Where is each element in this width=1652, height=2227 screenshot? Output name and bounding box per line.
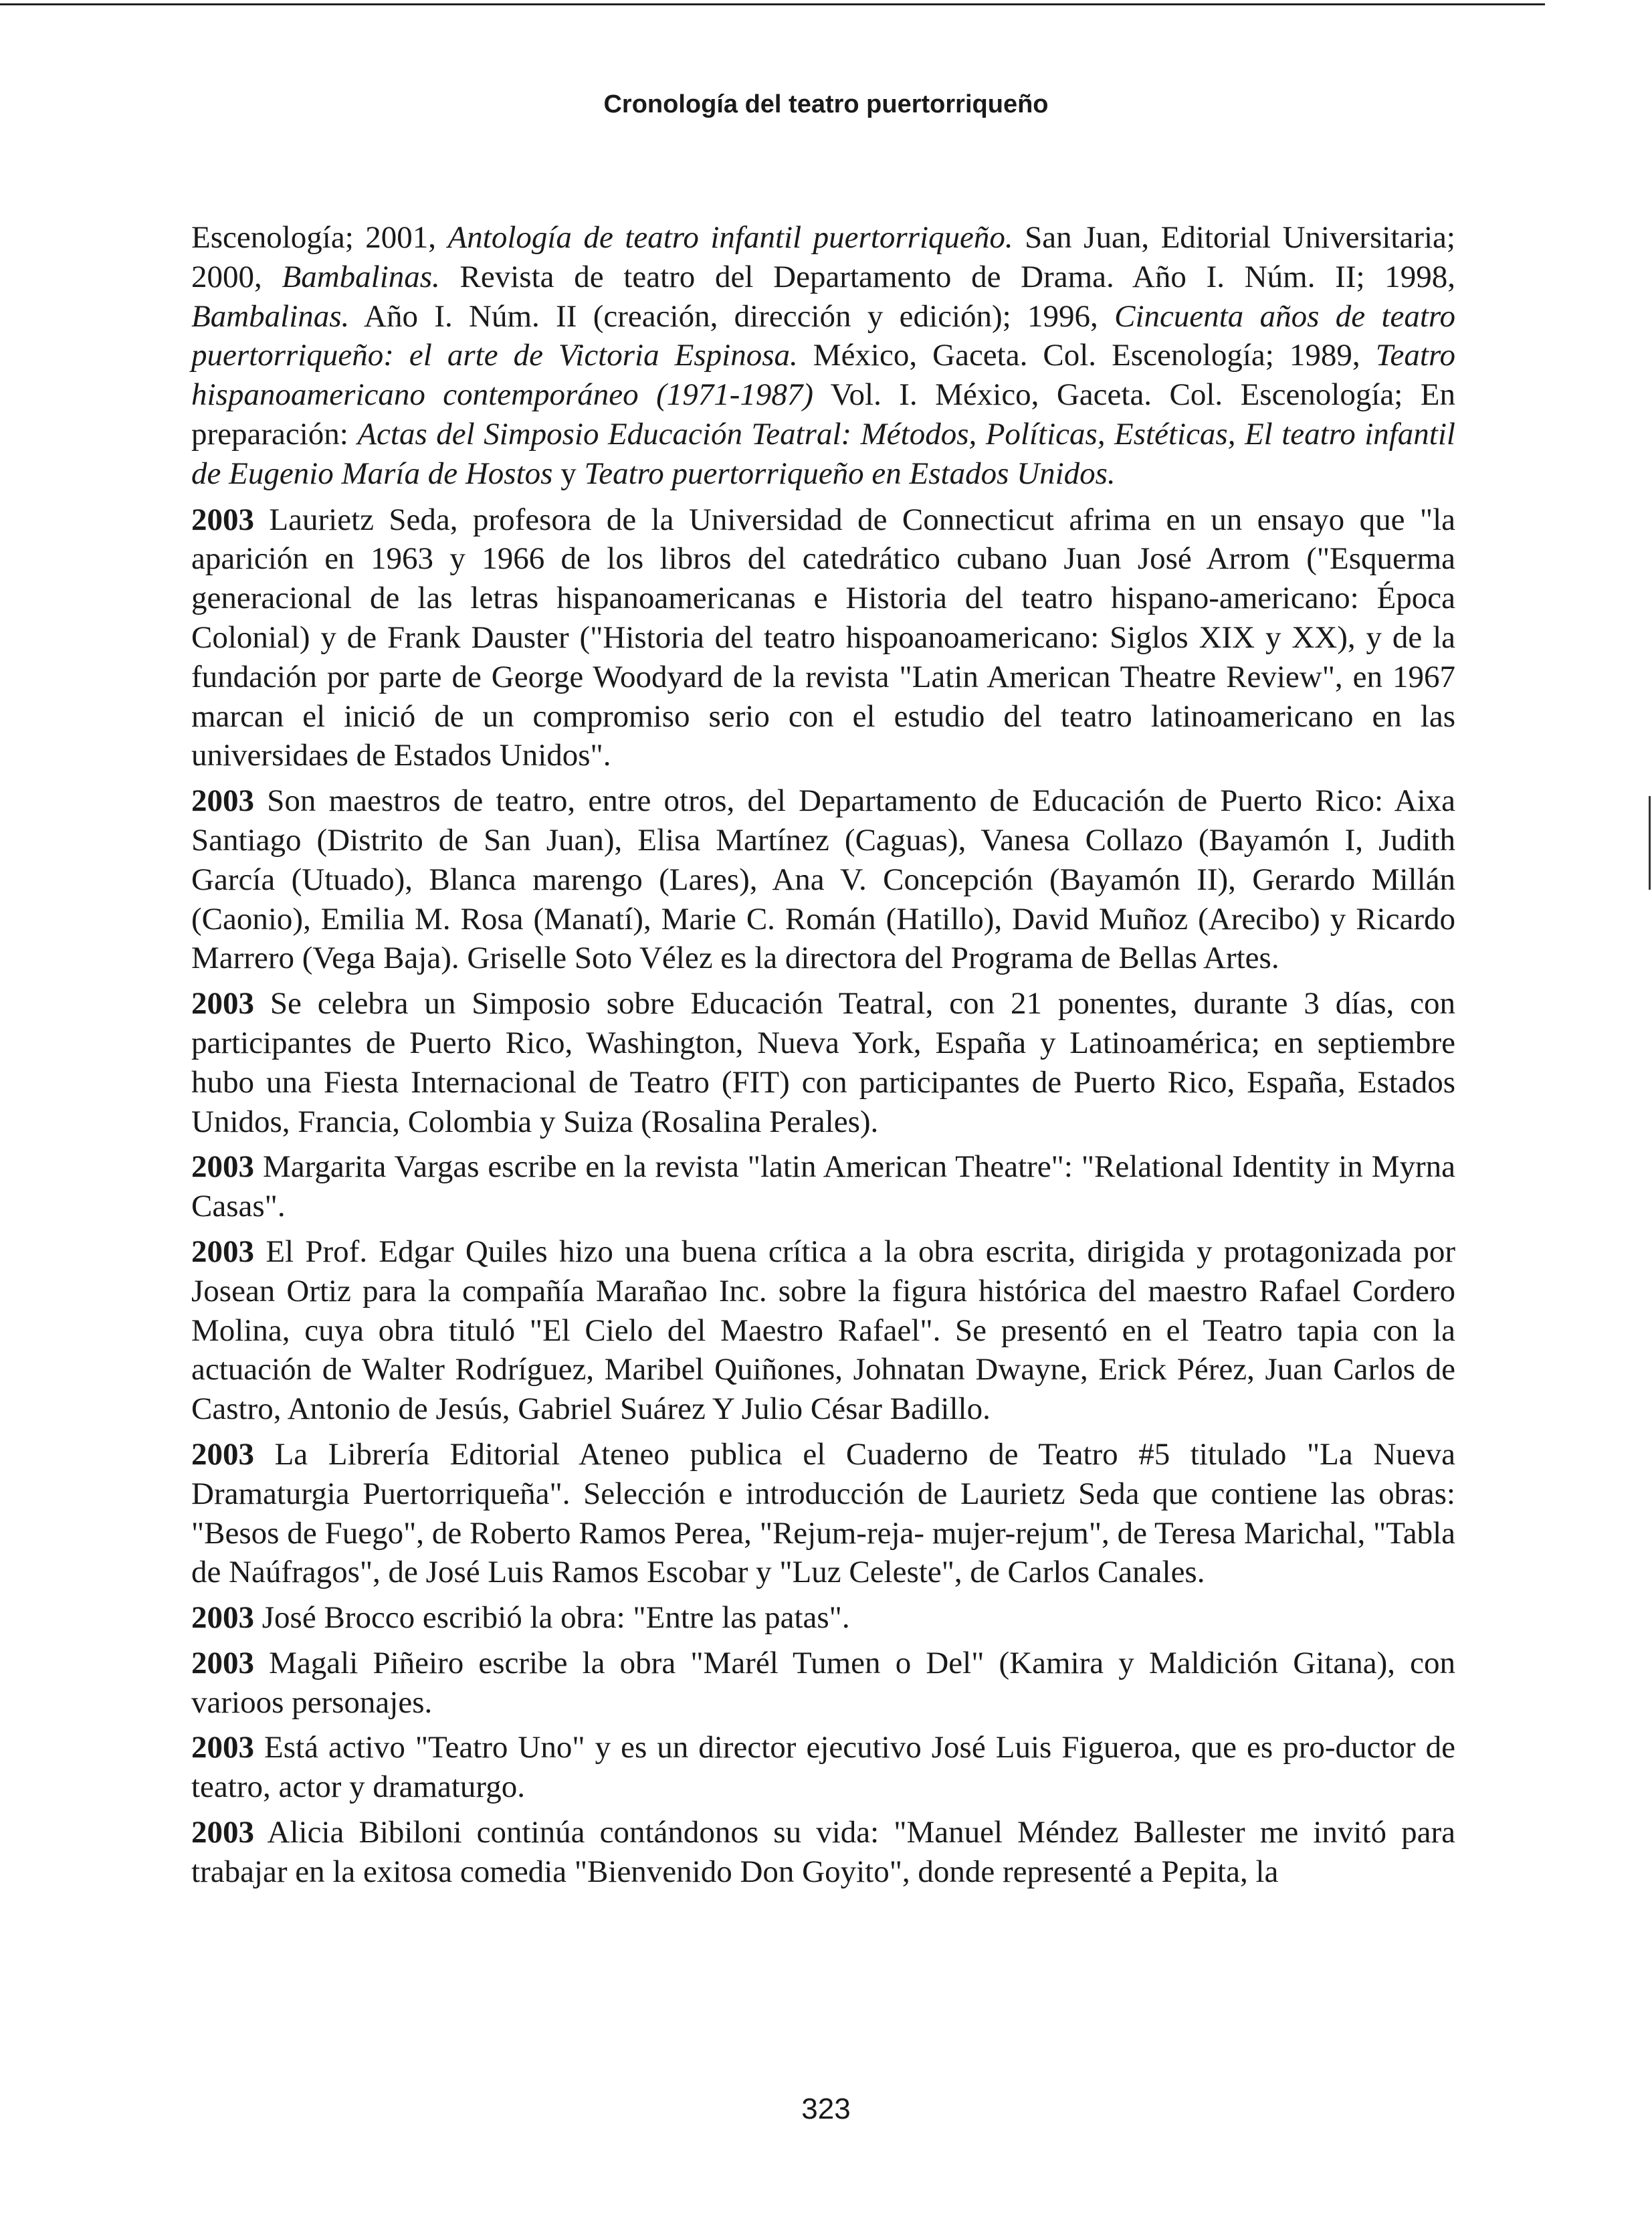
entry-text: El Prof. Edgar Quiles hizo una buena crítica a la obra escrita, dirigida y protagonizada por Josean Ortiz para la compañía Marañao Inc. sobre la figura histórica del maestro Rafael Cordero Molina, cuya obra tituló "El Cielo del Maestro Rafael". Se presentó en el Teatro tapia con la actuación de Walter Rodríguez, Maribel Quiñones, Johnatan Dwayne, Erick Pérez, Juan Carlos de Castro, Antonio de Jesús, Gabriel Suárez Y Julio César Badillo. xyxy=(191,1234,1455,1427)
body-text xyxy=(191,218,1455,1898)
entry-year: 2003 xyxy=(191,1600,254,1636)
chronology-entry xyxy=(191,1598,1455,1638)
entry-year: 2003 xyxy=(191,1234,254,1269)
entry-text: La Librería Editorial Ateneo publica el Cuaderno de Teatro #5 titulado "La Nueva Dramaturgia Puertorriqueña". Selección e introducción de Laurietz Seda que contiene las obras: "Besos de Fuego", de Roberto Ramos Perea, "Rejum-reja- mujer-rejum", de Teresa Marichal, "Tabla de Naúfragos", de José Luis Ramos Escobar y "Luz Celeste", de Carlos Canales. xyxy=(191,1436,1455,1590)
entry-text: Está activo "Teatro Uno" y es un director ejecutivo José Luis Figueroa, que es pro-ductor de teatro, actor y dramaturgo. xyxy=(191,1730,1455,1805)
entry-text: Margarita Vargas escribe en la revista "latin American Theatre": "Relational Identity in Myrna Casas". xyxy=(191,1149,1456,1224)
chronology-entry xyxy=(191,984,1455,1141)
running-head: Cronología del teatro puertorriqueño xyxy=(603,90,1049,118)
entry-text: Se celebra un Simposio sobre Educación Teatral, con 21 ponentes, durante 3 días, con participantes de Puerto Rico, Washington, Nueva York, España y Latinoamérica; en septiembre hubo una Fiesta Internacional de Teatro (FIT) con participantes de Puerto Rico, España, Estados Unidos, Francia, Colombia y Suiza (Rosalina Perales). xyxy=(191,986,1455,1139)
intro-paragraph: Escenología; 2001, Antología de teatro infantil puertorriqueño. San Juan, Editorial Universitaria; 2000, Bambalinas. Revista de teatro del Departamento de Drama. Año I. Núm. II; 1998, Bambalinas. Año I. Núm. II (creación, dirección y edición); 1996, Cincuenta años de teatro puertorriqueño: el arte de Victoria Espinosa. México, Gaceta. Col. Escenología; 1989, Teatro hispanoamericano contemporáneo (1971-1987) Vol. I. México, Gaceta. Col. Escenología; En preparación: Actas del Simposio Educación Teatral: Métodos, Políticas, Estéticas, El teatro infantil de Eugenio María de Hostos y Teatro puertorriqueño en Estados Unidos. xyxy=(191,220,1456,491)
chronology-entry xyxy=(191,1728,1455,1807)
top-rule xyxy=(0,3,1545,5)
entry-year: 2003 xyxy=(191,1149,254,1185)
entry-text: Alicia Bibiloni continúa contándonos su vida: "Manuel Méndez Ballester me invitó para trabajar en la exitosa comedia "Bienvenido Don Goyito", donde representé a Pepita, la xyxy=(191,1815,1455,1889)
scan-edge-mark xyxy=(1649,796,1651,890)
entry-text: Son maestros de teatro, entre otros, del Departamento de Educación de Puerto Rico: Aixa Santiago (Distrito de San Juan), Elisa Martínez (Caguas), Vanesa Collazo (Bayamón I, Judith García (Utuado), Blanca marengo (Lares), Ana V. Concepción (Bayamón II), Gerardo Millán (Caonio), Emilia M. Rosa (Manatí), Marie C. Román (Hatillo), David Muñoz (Arecibo) y Ricardo Marrero (Vega Baja). Griselle Soto Vélez es la directora del Programa de Bellas Artes. xyxy=(191,783,1455,976)
chronology-entry xyxy=(191,500,1455,776)
entry-year: 2003 xyxy=(191,783,254,819)
chronology-entry xyxy=(191,781,1455,978)
entry-year: 2003 xyxy=(191,1815,254,1850)
entry-year: 2003 xyxy=(191,1436,254,1472)
entry-year: 2003 xyxy=(191,986,254,1022)
chronology-entry xyxy=(191,1232,1455,1429)
chronology-entry xyxy=(191,1644,1455,1723)
entry-year: 2003 xyxy=(191,1730,254,1765)
entry-text: Magali Piñeiro escribe la obra "Marél Tumen o Del" (Kamira y Maldición Gitana), con varioos personajes. xyxy=(191,1645,1455,1720)
entry-year: 2003 xyxy=(191,1645,254,1680)
chronology-entry xyxy=(191,1435,1455,1592)
page-number: 323 xyxy=(801,2093,851,2125)
entry-text: José Brocco escribió la obra: "Entre las patas". xyxy=(262,1600,850,1636)
chronology-entry xyxy=(191,1147,1455,1226)
chronology-entry xyxy=(191,1813,1455,1892)
entry-text: Laurietz Seda, profesora de la Universidad de Connecticut afrima en un ensayo que "la aparición en 1963 y 1966 de los libros del catedrático cubano Juan José Arrom ("Esquerma generacional de las letras hispanoamericanas e Historia del teatro hispano-americano: Época Colonial) y de Frank Dauster ("Historia del teatro hispoanoamericano: Siglos XIX y XX), y de la fundación por parte de George Woodyard de la revista "Latin American Theatre Review", en 1967 marcan el inició de un compromiso serio con el estudio del teatro latinoamericano en las universidaes de Estados Unidos". xyxy=(191,502,1455,773)
entry-year: 2003 xyxy=(191,502,254,537)
